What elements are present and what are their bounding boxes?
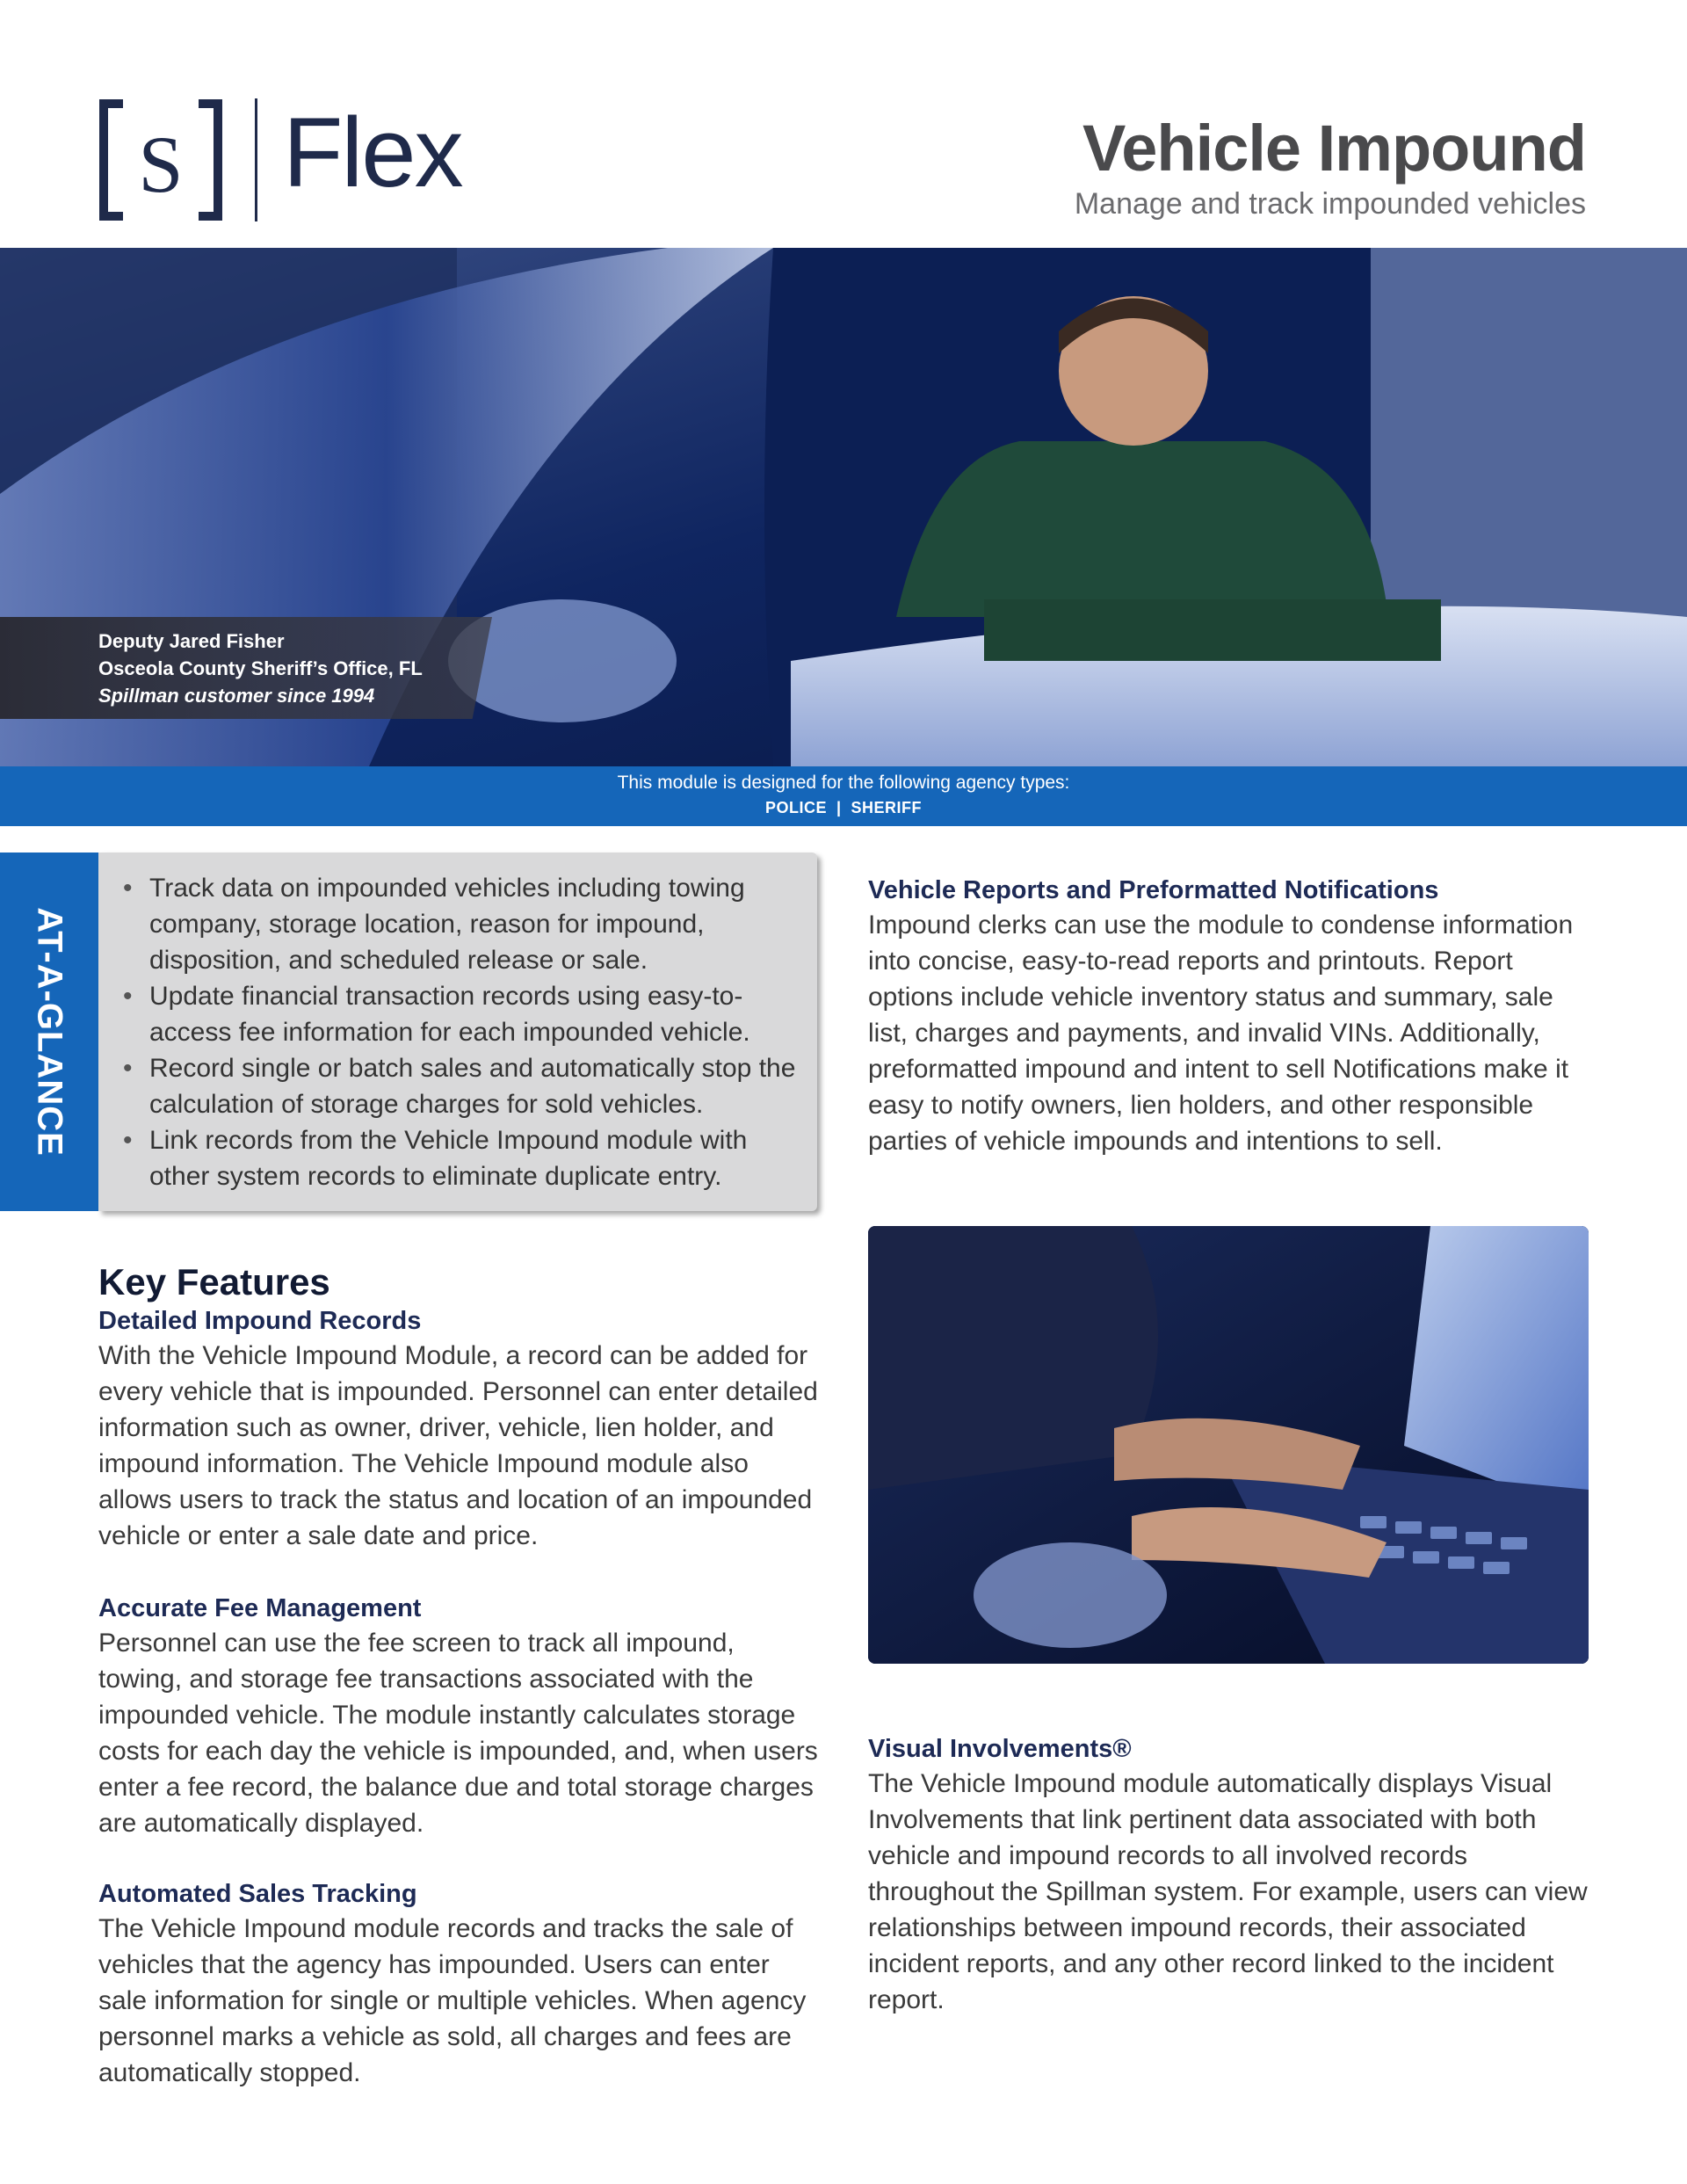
laptop-photo bbox=[868, 1226, 1589, 1664]
feature-title: Detailed Impound Records bbox=[98, 1307, 422, 1335]
reports-title: Vehicle Reports and Preformatted Notifications bbox=[868, 876, 1439, 904]
at-a-glance-label: AT-A-GLANCE bbox=[30, 907, 69, 1157]
list-item: • Update financial transaction records using easy-to-access fee information for each impounded vehicle. bbox=[123, 978, 800, 1050]
logo-letter: S bbox=[138, 120, 184, 209]
key-features-heading: Key Features bbox=[98, 1261, 330, 1302]
logo-wordmark: Flex bbox=[283, 98, 462, 207]
feature-title: Accurate Fee Management bbox=[98, 1594, 422, 1622]
at-a-glance-list bbox=[123, 870, 800, 1194]
feature-body: The Vehicle Impound module records and tracks the sale of vehicles that the agency has impounded. Users can enter sale information for single or multiple vehicles. When agency personnel marks a vehicle as sold, all charges and fees are automatically stopped. bbox=[98, 1914, 807, 2087]
visual-title: Visual Involvements® bbox=[868, 1735, 1132, 1763]
caption-since: Spillman customer since 1994 bbox=[98, 685, 375, 707]
page-title: Vehicle Impound bbox=[1082, 112, 1586, 185]
agency-band-intro: This module is designed for the following agency types: bbox=[617, 773, 1070, 793]
list-item: • Link records from the Vehicle Impound module with other system records to eliminate duplicate entry. bbox=[123, 1122, 800, 1194]
reports-body: Impound clerks can use the module to condense information into concise, easy-to-read reports and printouts. Report options include vehicle inventory status and summary, sale list, charges and payments, and invalid VINs. Additionally, preformatted impound and intent to sell Notifications make it easy to notify owners, lien holders, and other responsible parties of vehicle impounds and intentions to sell. bbox=[868, 911, 1574, 1156]
page-subtitle: Manage and track impounded vehicles bbox=[1074, 187, 1586, 221]
spillman-s-logo-icon bbox=[98, 98, 223, 221]
caption-office: Osceola County Sheriff’s Office, FL bbox=[98, 657, 423, 679]
logo-divider bbox=[255, 98, 257, 221]
agency-types: POLICE | SHERIFF bbox=[764, 799, 923, 816]
list-item: • Track data on impounded vehicles including towing company, storage location, reason for impound, disposition, and scheduled release or sale. bbox=[123, 870, 800, 978]
feature-body: With the Vehicle Impound Module, a record can be added for every vehicle that is impounded. Personnel can enter detailed information such as owner, driver, vehicle, lien holder, and impound information. The Vehicle Impound module also allows users to track the status and location of an impounded vehicle or enter a sale date and price. bbox=[98, 1341, 818, 1550]
feature-body: Personnel can use the fee screen to track all impound, towing, and storage fee transactions associated with the impounded vehicle. The module instantly calculates storage costs for each day the vehicle is impounded, and, when users enter a fee record, the balance due and total storage charges are automatically displayed. bbox=[98, 1629, 818, 1838]
caption-name: Deputy Jared Fisher bbox=[98, 630, 285, 652]
feature-title: Automated Sales Tracking bbox=[98, 1880, 417, 1908]
laptop-illustration bbox=[868, 1226, 1589, 1664]
visual-body: The Vehicle Impound module automatically displays Visual Involvements that link pertinent data associated with both vehicle and impound records to all involved records throughout the Spillman system. For example, users can view relationships between impound records, their associated incident reports, and any other record linked to the incident report. bbox=[868, 1769, 1588, 2014]
list-item: • Record single or batch sales and automatically stop the calculation of storage charges for sold vehicles. bbox=[123, 1050, 800, 1122]
